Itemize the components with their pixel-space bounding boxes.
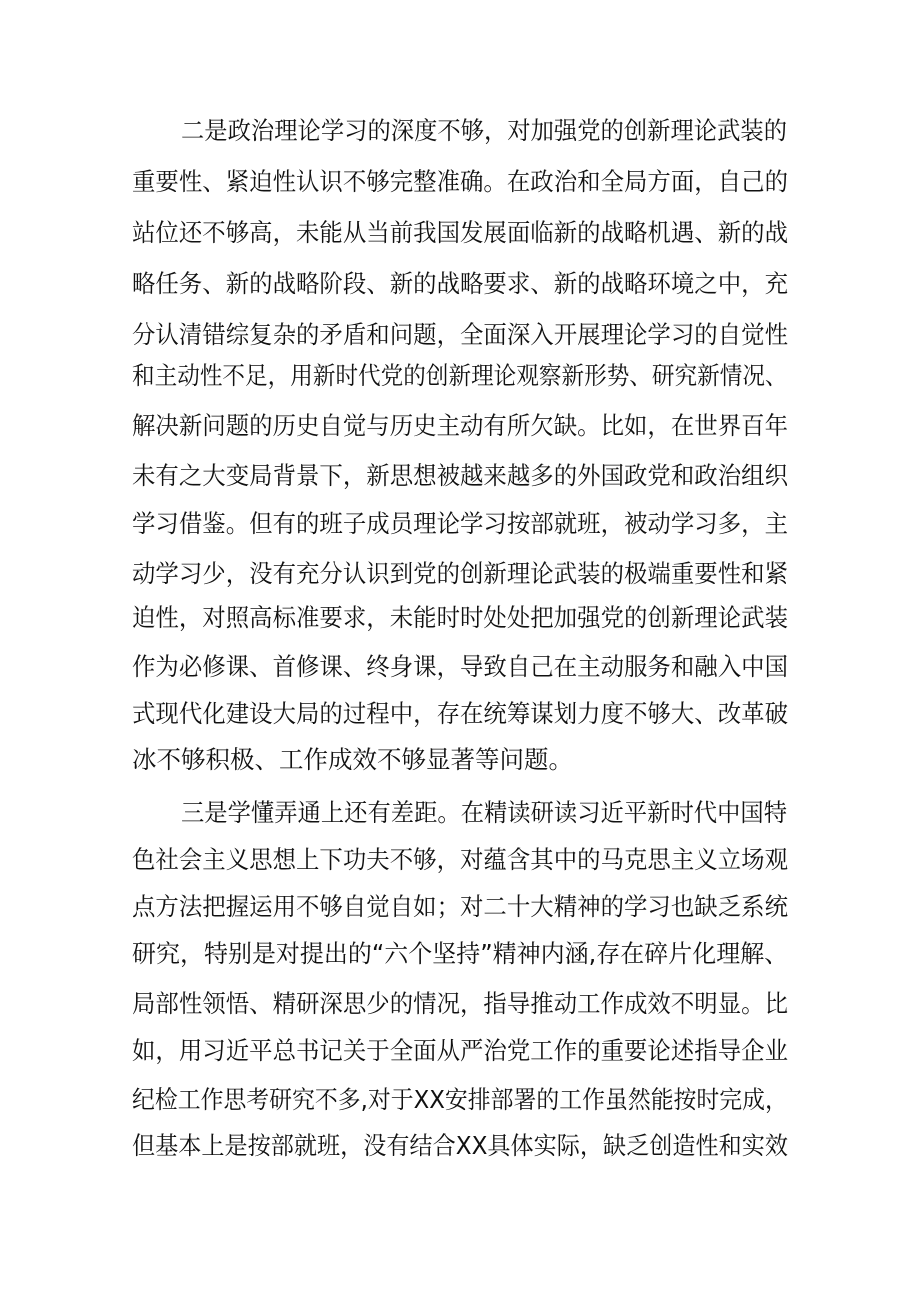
paragraph-line: 如，用习近平总书记关于全面从严治党工作的重要论述指导企业 bbox=[132, 1036, 788, 1065]
paragraph-line: 未有之大变局背景下，新思想被越来越多的外国政党和政治组织 bbox=[132, 461, 788, 490]
paragraph-line: 三是学懂弄通上还有差距。在精读研读习近平新时代中国特 bbox=[181, 798, 787, 827]
paragraph-line: 分认清错综复杂的矛盾和问题，全面深入开展理论学习的自觉性 bbox=[132, 320, 788, 349]
paragraph-line: 冰不够积极、工作成效不够显著等问题。 bbox=[132, 745, 573, 774]
paragraph-line: 纪检工作思考研究不多,对于XX安排部署的工作虽然能按时完成， bbox=[132, 1085, 788, 1114]
paragraph-line: 研究，特别是对提出的“六个坚持”精神内涵,存在碎片化理解、 bbox=[132, 939, 789, 968]
paragraph-line: 迫性，对照高标准要求，未能时时处处把加强党的创新理论武装 bbox=[132, 603, 788, 632]
paragraph-line: 二是政治理论学习的深度不够，对加强党的创新理论武装的 bbox=[181, 116, 787, 145]
paragraph-line: 站位还不够高，未能从当前我国发展面临新的战略机遇、新的战 bbox=[132, 218, 788, 247]
paragraph-line: 动学习少，没有充分认识到党的创新理论武装的极端重要性和紧 bbox=[132, 559, 788, 588]
paragraph-line: 式现代化建设大局的过程中，存在统筹谋划力度不够大、改革破 bbox=[132, 699, 788, 728]
paragraph-line: 局部性领悟、精研深思少的情况，指导推动工作成效不明显。比 bbox=[132, 989, 788, 1018]
paragraph-line: 点方法把握运用不够自觉自如；对二十大精神的学习也缺乏系统 bbox=[132, 892, 788, 921]
paragraph-line: 重要性、紧迫性认识不够完整准确。在政治和全局方面，自己的 bbox=[132, 167, 788, 196]
paragraph-line: 但基本上是按部就班，没有结合XX具体实际，缺乏创造性和实效 bbox=[132, 1131, 789, 1160]
paragraph-line: 略任务、新的战略阶段、新的战略要求、新的战略环境之中，充 bbox=[132, 269, 788, 298]
paragraph-line: 作为必修课、首修课、终身课，导致自己在主动服务和融入中国 bbox=[132, 652, 788, 681]
paragraph-line: 色社会主义思想上下功夫不够，对蕴含其中的马克思主义立场观 bbox=[132, 845, 788, 874]
paragraph-line: 和主动性不足，用新时代党的创新理论观察新形势、研究新情况、 bbox=[132, 361, 788, 390]
paragraph-line: 解决新问题的历史自觉与历史主动有所欠缺。比如，在世界百年 bbox=[132, 411, 788, 440]
paragraph-line: 学习借鉴。但有的班子成员理论学习按部就班，被动学习多，主 bbox=[132, 509, 788, 538]
